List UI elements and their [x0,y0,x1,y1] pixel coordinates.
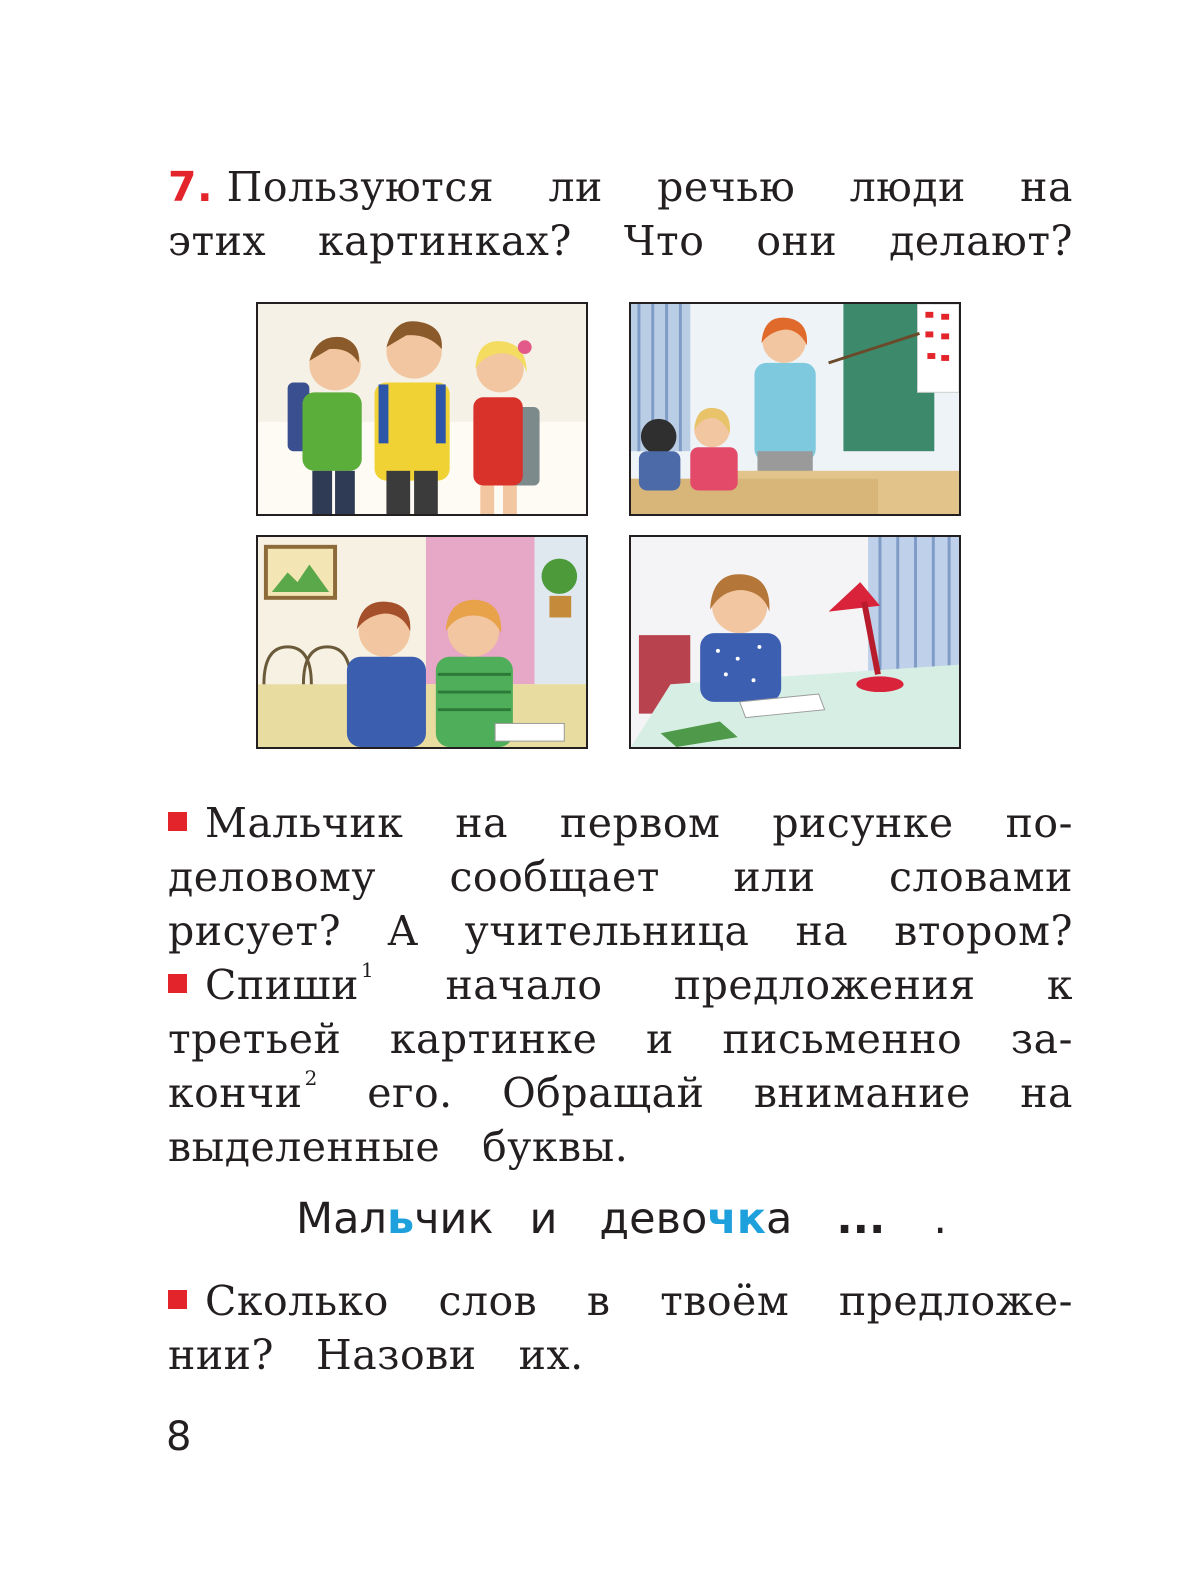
word: твоём [660,1277,790,1325]
word: их. [518,1331,584,1379]
picture-girl-writing [629,535,961,749]
word: этих [168,217,267,265]
word: рисует? [168,907,342,955]
word: и [645,1015,674,1063]
word: письменно [722,1015,963,1063]
final-line-1 [168,1274,1073,1328]
instr-line-1 [168,796,1073,850]
word: слов [438,1277,538,1325]
word: люди [849,163,966,211]
ellipsis: ... [836,1194,886,1244]
word: словами [889,853,1073,901]
instr-line-6 [168,1066,1073,1120]
word: предложения [673,961,976,1009]
word: втором? [894,907,1073,955]
example-word-1: Мальчик [296,1194,494,1244]
word: за- [1010,1015,1073,1063]
word: на [795,907,849,955]
word: картинках? [318,217,572,265]
red-square-marker [168,974,187,993]
word: первом [559,799,721,847]
word: кончи [168,1069,303,1117]
word: на [455,799,509,847]
example-sentence [296,1192,947,1246]
task-instructions [168,796,1073,1174]
word: или [733,853,816,901]
word: внимание [753,1069,971,1117]
word: его. [367,1069,453,1117]
task-line-1 [168,160,1073,214]
word: речью [657,163,796,211]
word: учительница [464,907,750,955]
word: ли [548,163,603,211]
word: делают? [889,217,1073,265]
picture-teacher-at-blackboard [629,302,961,516]
word: в [586,1277,611,1325]
highlighted-letters: чк [707,1194,766,1244]
word: буквы. [482,1123,629,1171]
word: деловому [168,853,377,901]
page-number: 8 [166,1414,192,1460]
word: к [1046,961,1073,1009]
word: картинке [389,1015,598,1063]
red-square-marker [168,1290,187,1309]
picture-children-talking [256,302,588,516]
instr-line-2 [168,850,1073,904]
footnote-mark: 1 [360,958,375,982]
word: на [1020,163,1073,211]
instr-line-3 [168,904,1073,958]
word: Обращай [502,1069,705,1117]
highlighted-letter: ь [386,1194,415,1244]
word: рисунке [772,799,954,847]
footnote-mark: 2 [304,1066,318,1090]
task-7-question [168,160,1073,268]
task-number: 7. [168,163,214,211]
word: Спиши [205,961,359,1009]
word: А [387,907,419,955]
example-word-2: и [529,1194,558,1244]
final-line-2 [168,1328,1073,1382]
word: начало [445,961,603,1009]
word: Назови [315,1331,477,1379]
word: выделенные [168,1123,441,1171]
red-square-marker [168,812,187,831]
word: Пользуются [226,163,495,211]
task-line-2 [168,214,1073,268]
final-question [168,1274,1073,1382]
example-word-3: девочка [599,1194,793,1244]
instr-line-4 [168,958,1073,1012]
period: . [933,1194,948,1244]
word: предложе- [838,1277,1073,1325]
word: Сколько [205,1277,389,1325]
word: по- [1005,799,1073,847]
word: они [756,217,838,265]
word: сообщает [449,853,660,901]
word: Мальчик [205,799,404,847]
picture-children-reading [256,535,588,749]
word: Что [623,217,705,265]
word: нии? [168,1331,274,1379]
word: третьей [168,1015,342,1063]
instr-line-5 [168,1012,1073,1066]
instr-line-7 [168,1120,1073,1174]
word: на [1020,1069,1073,1117]
